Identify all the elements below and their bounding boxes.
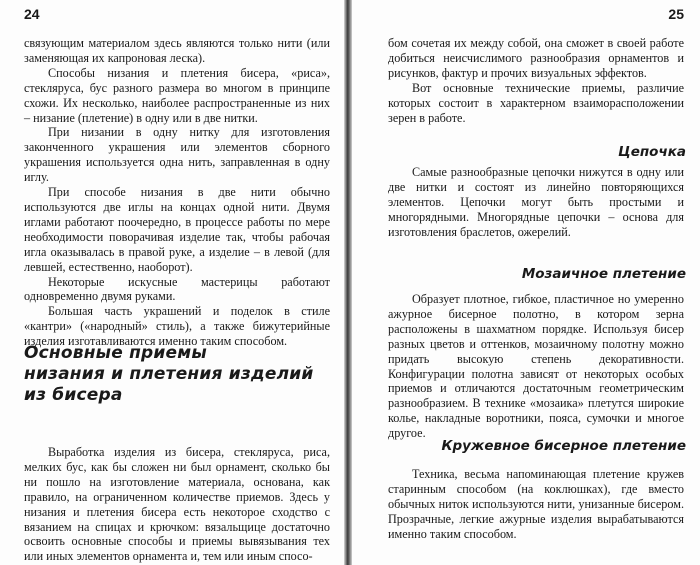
book-gutter [344,0,352,565]
lace-text [388,467,684,542]
paragraph: Вот основные технические приемы, различие которых состоит в характерном взаиморасположении зерен в работе. [388,80,684,125]
right-page-text-top [388,36,684,125]
paragraph: При способе низания в две нити обычно используются две иглы на концах одной нити. Двумя иглами работают поочередно, в процессе работы по мере необходимости поворачивая изделие так, чтобы рабочая игла оказывалась в правой руке, а изделие – в левой (для левшей, естественно, наоборот). [24,185,330,274]
left-page-text-top [24,36,330,349]
left-page-text-bottom [24,445,330,564]
section-title-line-2: низания и плетения изделий из бисера [24,364,314,405]
paragraph: Способы низания и плетения бисера, «риса», стекляруса, бус разного размера во многом в принципе схожи. Их несколько, наиболее распространенные из них – низание (плетение) в одну или в две нитки. [24,65,330,125]
left-page [0,0,344,565]
paragraph: Образует плотное, гибкое, пластичное но умеренно ажурное бисерное полотно, в котором зерна расположены в шахматном порядке. Используя бисер разных цветов и оттенков, мозаичному полотну можно придать высокую степень декоративности. Конфигурации полотна зависят от некоторых особых приемов и отличаются достаточным геометрическим разнообразием. В технике «мозаика» плетутся широкие колье, накладные воротники, пояса, сумочки и многое другое. [388,292,684,441]
paragraph: Некоторые искусные мастерицы работают одновременно двумя руками. [24,274,330,304]
paragraph: Большая часть украшений и поделок в стиле «кантри» («народный» стиль), а также бижутерийные изделия изготавливаются именно таким способом. [24,304,330,349]
paragraph: связующим материалом здесь являются только нити (или заменяющая их капроновая леска). [24,36,330,65]
heading-lace: Кружевное бисерное плетение [441,438,686,454]
paragraph: Техника, весьма напоминающая плетение кружев старинным способом (на коклюшках), где вместо обычных ниток используются нити, унизанные бисером. Прозрачные, легкие ажурные изделия вырабатываются именно таким способом. [388,467,684,541]
paragraph: Выработка изделия из бисера, стекляруса, риса, мелких бус, как бы сложен ни был орнамент, сколько бы ни пошло на изготовление материала, основана, как правило, на ограниченном количестве приемов. Здесь у низания и плетения бисера есть некоторое сходство с вязанием на спицах и крючком: вязальщице достаточно освоить основные способы и приемы вывязывания тех или иных элементов орнамента и, тем или иным спосо- [24,445,330,564]
section-title [24,343,330,406]
page-number-right: 25 [668,6,684,22]
section-title-line-1: Основные приемы [24,343,207,363]
chain-text [388,165,684,240]
paragraph: Самые разнообразные цепочки нижутся в одну или две нитки и состоят из линейно повторяющихся элементов. Цепочки могут быть простыми и многорядными. Многорядные цепочки – основа для изготовления браслетов, ожерелий. [388,165,684,239]
page-number-left: 24 [24,6,40,22]
right-page [352,0,700,565]
heading-chain: Цепочка [618,144,686,160]
paragraph: бом сочетая их между собой, она сможет в своей работе добиться неисчислимого разнообразия орнаментов и рисунков, фактур и прочих визуальных эффектов. [388,36,684,80]
heading-mosaic: Мозаичное плетение [521,266,686,282]
paragraph: При низании в одну нитку для изготовления законченного украшения или элементов сборного украшения используется одна нить, заправленная в одну иглу. [24,125,330,185]
mosaic-text [388,292,684,441]
